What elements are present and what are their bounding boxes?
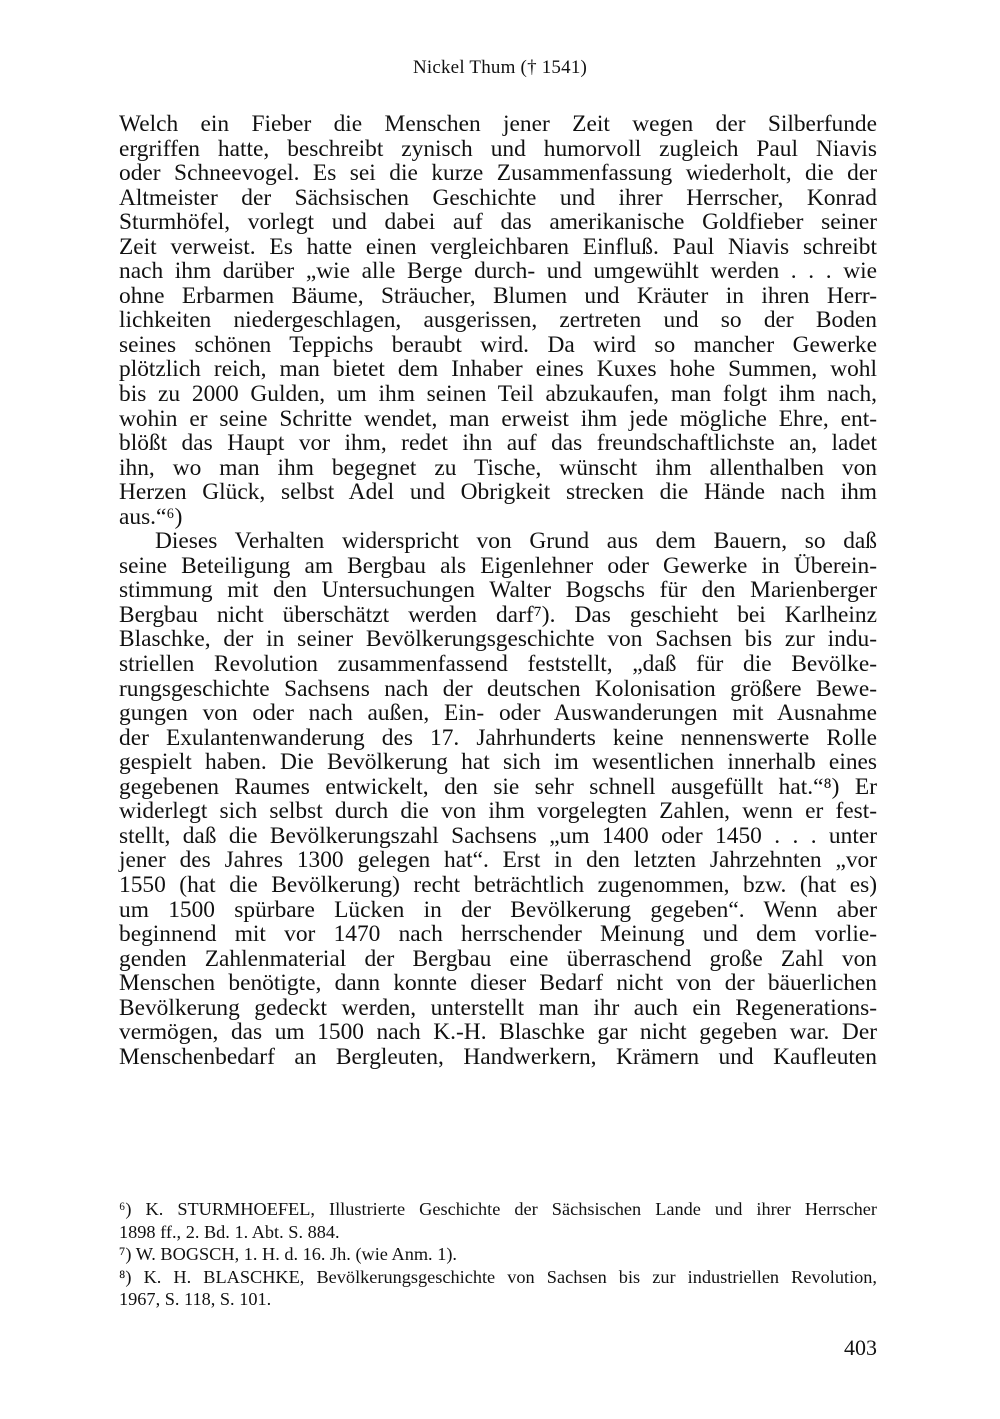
text-line: Herzen Glück, selbst Adel und Obrigkeit strecken die Hände nach ihm [119,479,877,506]
text-line: Zeit verweist. Es hatte einen vergleichbaren Einfluß. Paul Niavis schreibt [119,233,877,260]
text-line: nach ihm darüber „wie alle Berge durch- und umgewühlt werden . . . wie [119,258,877,285]
text-line: seine Beteiligung am Bergbau als Eigenlehner oder Gewerke in Überein- [119,552,877,579]
text-line: stimmung mit den Untersuchungen Walter Bogschs für den Marienberger [119,577,877,604]
text-line: rungsgeschichte Sachsens nach der deutschen Kolonisation größere Bewe- [119,675,877,702]
text-line: Sturmhöfel, vorlegt und dabei auf das amerikanische Goldfieber seiner [119,209,877,236]
text-line: oder Schneevogel. Es sei die kurze Zusammenfassung wiederholt, die der [119,160,877,187]
text-line: gegebenen Raumes entwickelt, den sie sehr schnell ausgefüllt hat.“⁸) Er [119,773,877,800]
text-line: lichkeiten niedergeschlagen, ausgerissen, zertreten und so der Boden [119,307,877,334]
text-line: striellen Revolution zusammenfassend feststellt, „daß für die Bevölke- [119,651,877,678]
text-line: genden Zahlenmaterial der Bergbau eine überraschend große Zahl von [119,945,877,972]
text-line: Blaschke, der in seiner Bevölkerungsgeschichte von Sachsen bis zur indu- [119,626,877,653]
body-text [119,112,877,1069]
text-line: Bevölkerung gedeckt werden, unterstellt man ihr auch ein Regenerations- [119,994,877,1021]
footnote-line: ⁸) K. H. BLASCHKE, Bevölkerungsgeschichte von Sachsen bis zur industriellen Revolution, [119,1266,877,1287]
text-line: Menschen benötigte, dann konnte dieser Bedarf nicht von der bäuerlichen [119,970,877,997]
text-line: vermögen, das um 1500 nach K.-H. Blaschke gar nicht gegeben war. Der [119,1019,877,1046]
text-line: stellt, daß die Bevölkerungszahl Sachsens „um 1400 oder 1450 . . . unter [119,822,877,849]
text-line: Bergbau nicht überschätzt werden darf⁷). Das geschieht bei Karlheinz [119,601,877,628]
text-line: widerlegt sich selbst durch die von ihm vorgelegten Zahlen, wenn er fest- [119,798,877,825]
footnote-line: 1898 ff., 2. Bd. 1. Abt. S. 884. [119,1221,340,1242]
footnotes [119,1198,877,1311]
footnote-line: ⁶) K. STURMHOEFEL, Illustrierte Geschichte der Sächsischen Lande und ihrer Herrscher [119,1199,877,1219]
footnote-line: 1967, S. 118, S. 101. [119,1289,272,1310]
footnote-line: ⁷) W. BOGSCH, 1. H. d. 16. Jh. (wie Anm. 1). [119,1244,457,1265]
text-line: um 1500 spürbare Lücken in der Bevölkerung gegeben“. Wenn aber [119,896,877,923]
text-line: ergriffen hatte, beschreibt zynisch und humorvoll zugleich Paul Niavis [119,135,877,162]
text-line: 1550 (hat die Bevölkerung) recht beträchtlich zugenommen, bzw. (hat es) [119,871,877,898]
text-line: bis zu 2000 Gulden, um ihm seinen Teil abzukaufen, man folgt ihm nach, [119,381,877,408]
text-line: ihn, wo man ihm begegnet zu Tische, wünscht ihm allenthalben von [119,454,877,481]
text-line: Menschenbedarf an Bergleuten, Handwerkern, Krämern und Kaufleuten [119,1043,877,1070]
text-line: Welch ein Fieber die Menschen jener Zeit wegen der Silberfunde [119,111,877,137]
text-line: Altmeister der Sächsischen Geschichte und ihrer Herrscher, Konrad [119,184,877,211]
text-line: gungen von oder nach außen, Ein- oder Auswanderungen mit Ausnahme [119,700,877,727]
text-line: ohne Erbarmen Bäume, Sträucher, Blumen und Kräuter in ihren Herr- [119,282,877,309]
text-line: jener des Jahres 1300 gelegen hat“. Erst in den letzten Jahrzehnten „vor [119,847,877,874]
text-line: plötzlich reich, man bietet dem Inhaber eines Kuxes hohe Summen, wohl [119,356,877,383]
text-line: der Exulantenwanderung des 17. Jahrhunderts keine nennenswerte Rolle [119,724,877,751]
text-line: beginnend mit vor 1470 nach herrschender Meinung und dem vorlie- [119,921,877,948]
text-line: wohin er seine Schritte wendet, man erweist ihm jede mögliche Ehre, ent- [119,405,877,432]
text-line: seines schönen Teppichs beraubt wird. Da wird so mancher Gewerke [119,331,877,358]
text-line: aus.“⁶) [119,503,183,530]
text-line: Dieses Verhalten widerspricht von Grund aus dem Bauern, so daß [155,528,877,555]
text-line: blößt das Haupt vor ihm, redet ihn auf das freundschaftlichste an, ladet [119,430,877,457]
page-number: 403 [844,1335,877,1360]
running-head: Nickel Thum († 1541) [412,57,588,78]
text-line: gespielt haben. Die Bevölkerung hat sich im wesentlichen innerhalb eines [119,749,877,776]
